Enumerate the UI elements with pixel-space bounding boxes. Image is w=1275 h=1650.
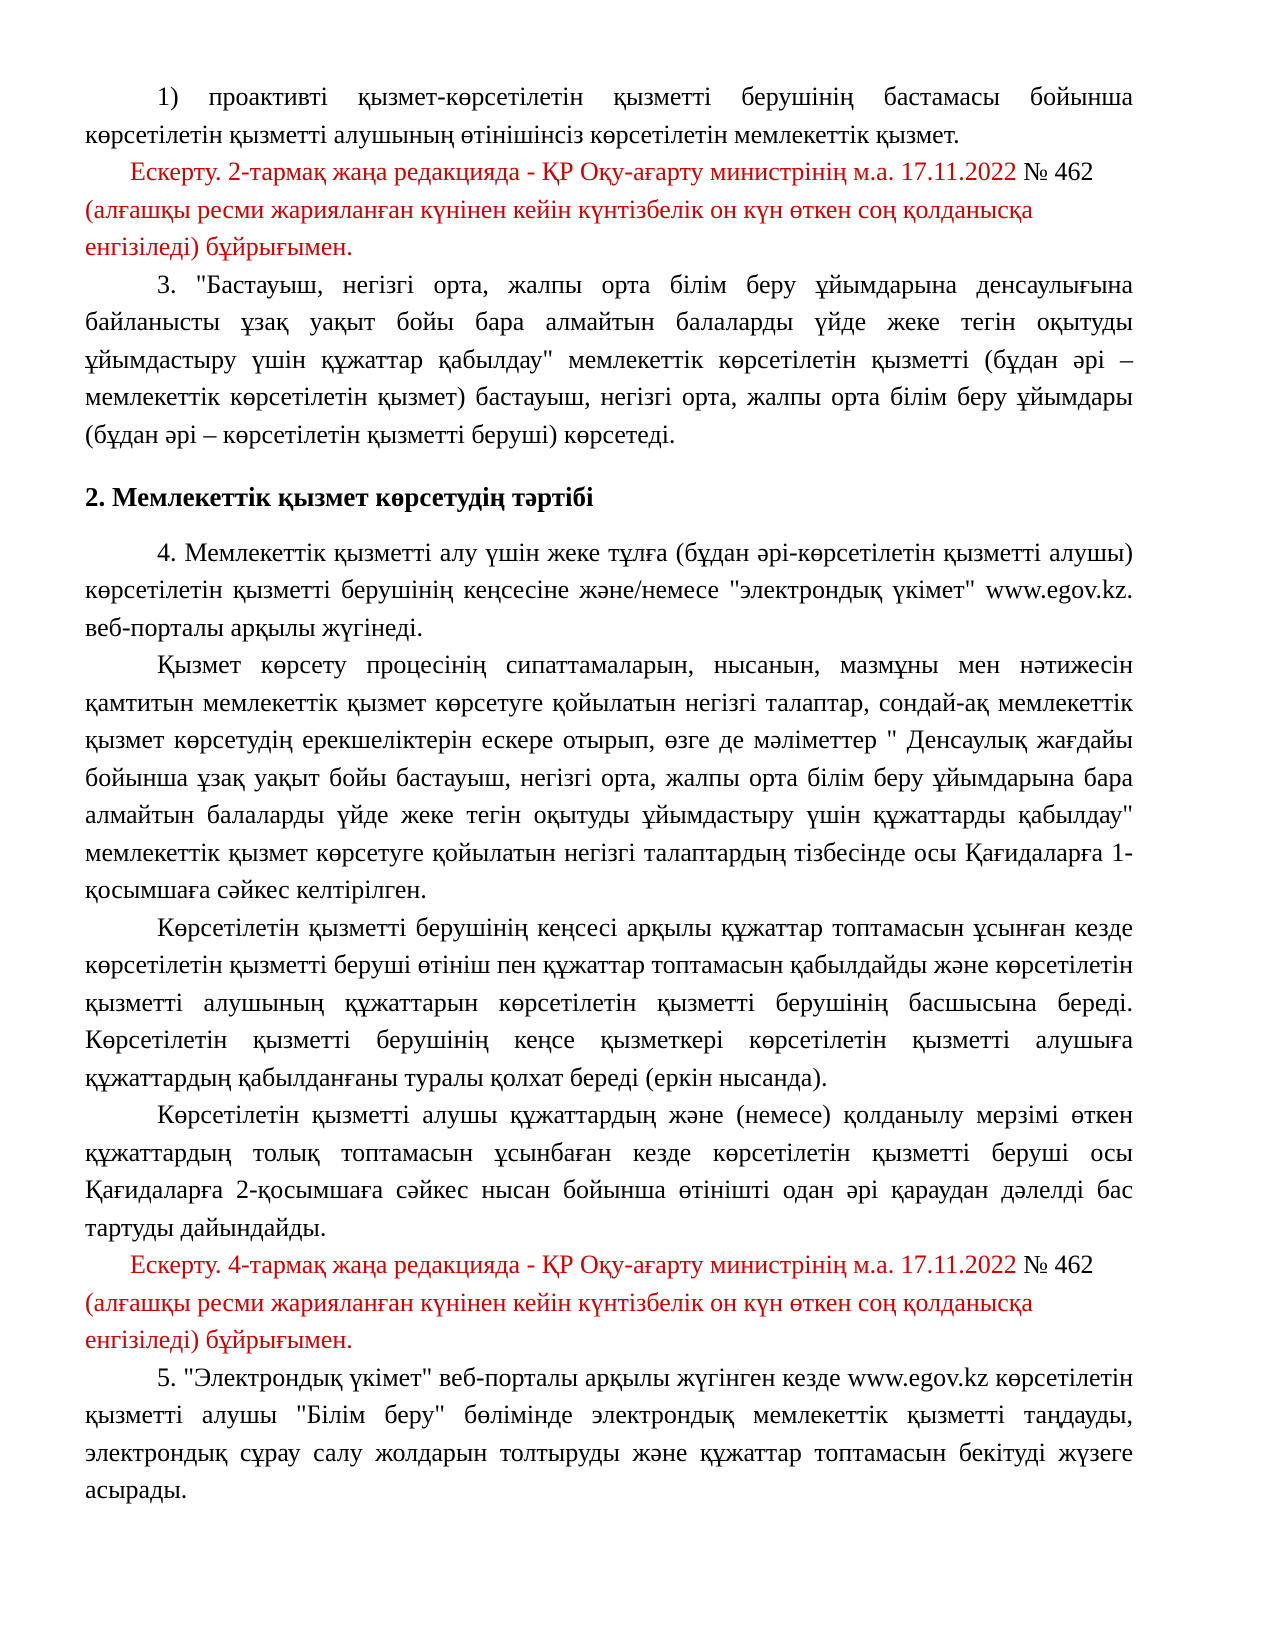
body-paragraph: Қызмет көрсету процесінің сипаттамаларын, нысанын, мазмұны мен нәтижесін қамтитын мемлекеттік қызмет көрсетуге қойылатын негізгі талаптар, сондай-ақ мемлекеттік қызмет көрсетудің ерекшеліктерін ескере отырып, өзге де мәліметтер " Денсаулық жағдайы бойынша ұзақ уақыт бойы бастауыш, негізгі орта, жалпы орта білім беру ұйымдарына бара алмайтын балаларды үйде жеке тегін оқытуды ұйымдастыру үшін құжаттарды қабылдау" мемлекеттік қызмет көрсетуге қойылатын негізгі талаптардың тізбесінде осы Қағидаларға 1-қосымшаға сәйкес келтірілген. [85,650,1133,904]
body-paragraph: 1) проактивті қызмет-көрсетілетін қызметті берушінің бастамасы бойынша көрсетілетін қызметті алушының өтінішінсіз көрсетілетін мемлекеттік қызмет. [85,82,1133,149]
section-heading: 2. Мемлекеттік қызмет көрсетудің тәртібі [85,482,594,512]
body-paragraph: 5. "Электрондық үкімет" веб-порталы арқылы жүгінген кезде www.egov.kz көрсетілетін қызметті алушы "Білім беру" бөлімінде электрондық мемлекеттік қызметті таңдауды, электрондық сұрау салу жолдарын толтыруды және құжаттар топтамасын бекітуді жүзеге асырады. [85,1362,1133,1504]
note-text-run: Ескерту. 2-тармақ жаңа редакцияда - ҚР Оқу-ағарту министрінің м.а. 17.11.2022 [130,157,1024,186]
body-paragraph: 4. Мемлекеттік қызметті алу үшін жеке тұлға (бұдан әрі-көрсетілетін қызметті алушы) көрсетілетін қызметті берушінің кеңсесіне және/немесе "электрондық үкімет" www.egov.kz. веб-порталы арқылы жүгінеді. [85,537,1133,642]
body-paragraph: 3. "Бастауыш, негізгі орта, жалпы орта білім беру ұйымдарына денсаулығына байланысты ұзақ уақыт бойы бара алмайтын балаларды үйде жеке тегін оқытуды ұйымдастыру үшін құжаттар қабылдау" мемлекеттік көрсетілетін қызметті (бұдан әрі – мемлекеттік көрсетілетін қызмет) бастауыш, негізгі орта, жалпы орта білім беру ұйымдары (бұдан әрі – көрсетілетін қызметті беруші) көрсетеді. [85,269,1133,449]
note-text-run: № 462 [1023,157,1094,186]
note-text-run: № 462 [1023,1250,1094,1279]
note-text-run: (алғашқы ресми жарияланған күнінен кейін күнтізбелік он күн өткен соң қолданысқа енгізіледі) бұйрығымен. [85,1287,1033,1354]
note-text-run: (алғашқы ресми жарияланған күнінен кейін күнтізбелік он күн өткен соң қолданысқа енгізіледі) бұйрығымен. [85,194,1033,261]
note-text-run: Ескерту. 4-тармақ жаңа редакцияда - ҚР Оқу-ағарту министрінің м.а. 17.11.2022 [130,1250,1024,1279]
body-paragraph: Көрсетілетін қызметті берушінің кеңсесі арқылы құжаттар топтамасын ұсынған кезде көрсетілетін қызметті беруші өтініш пен құжаттар топтамасын қабылдайды және көрсетілетін қызметті алушының құжаттарын көрсетілетін қызметті берушінің басшысына береді. Көрсетілетін қызметті берушінің кеңсе қызметкері көрсетілетін қызметті алушыға құжаттардың қабылданғаны туралы қолхат береді (еркін нысанда). [85,912,1133,1092]
amendment-note-paragraph [85,1246,1133,1359]
amendment-note-paragraph [85,153,1133,266]
document-body [85,78,1133,1509]
body-paragraph: Көрсетілетін қызметті алушы құжаттардың және (немесе) қолданылу мерзімі өткен құжаттардың толық топтамасын ұсынбаған кезде көрсетілетін қызметті беруші осы Қағидаларға 2-қосымшаға сәйкес нысан бойынша өтінішті одан әрі қараудан дәлелді бас тартуды дайындайды. [85,1100,1133,1242]
